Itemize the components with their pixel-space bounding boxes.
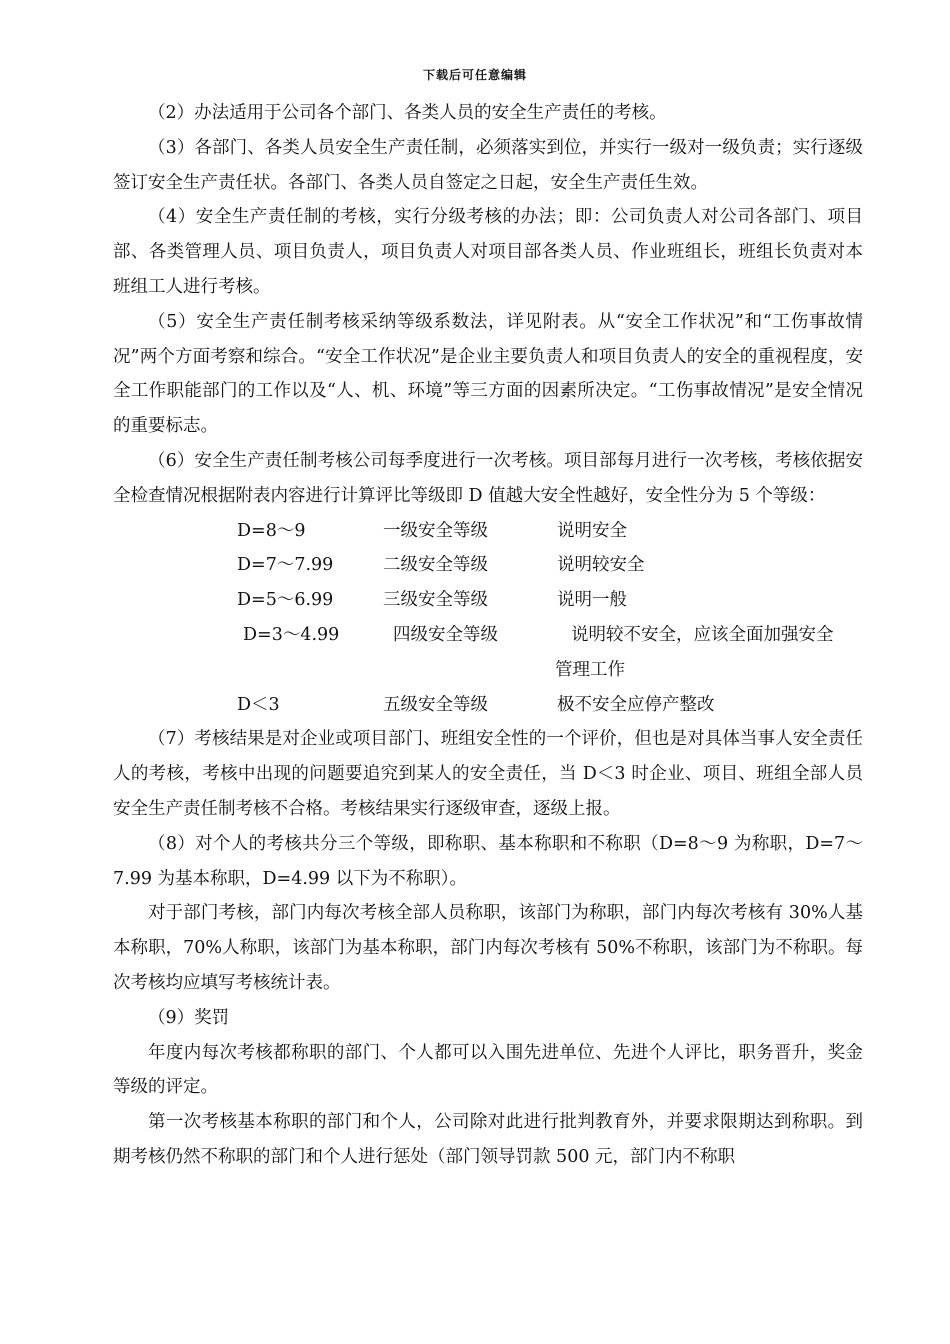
paragraph-3: （3）各部门、各类人员安全生产责任制，必须落实到位，并实行一级对一级负责；实行逐级签订安全生产责任状。各部门、各类人员自签定之日起，安全生产责任生效。 xyxy=(113,137,863,193)
paragraph-4: （4）安全生产责任制的考核，实行分级考核的办法；即：公司负责人对公司各部门、项目部、各类管理人员、项目负责人，项目负责人对项目部各类人员、作业班组长，班组长负责对本班组工人进行考核。 xyxy=(113,207,863,297)
grade-description: 说明较安全 xyxy=(557,555,645,576)
grade-level: 三级安全等级 xyxy=(383,590,488,611)
grade-description-continuation: 管理工作 xyxy=(555,659,625,680)
grade-description: 极不安全应停产整改 xyxy=(557,694,715,715)
grade-d-range: D＜3 xyxy=(237,694,280,715)
grade-row xyxy=(113,514,863,549)
paragraph-penalty: 第一次考核基本称职的部门和个人，公司除对此进行批判教育外，并要求限期达到称职。到期考核仍然不称职的部门和个人进行惩处（部门领导罚款 500 元，部门内不称职 xyxy=(113,1112,863,1167)
paragraph-8: （8）对个人的考核共分三个等级，即称职、基本称职和不称职（D=8～9 为称职，D=7～7.99 为基本称职，D=4.99 以下为不称职）。 xyxy=(113,833,863,889)
grade-description: 说明一般 xyxy=(557,590,627,611)
grade-level: 四级安全等级 xyxy=(393,624,498,645)
grade-description: 说明安全 xyxy=(557,520,627,541)
paragraph-department-assessment: 对于部门考核，部门内每次考核全部人员称职，该部门为称职，部门内每次考核有 30%人基本称职，70%人称职，该部门为基本称职，部门内每次考核有 50%不称职，该部门为不称职。每次考核均应填写考核统计表。 xyxy=(113,903,863,993)
grade-description: 说明较不安全，应该全面加强安全 xyxy=(571,624,834,645)
page-header: 下载后可任意编辑 xyxy=(422,68,527,82)
document-body xyxy=(113,96,863,1175)
grade-row xyxy=(113,618,863,653)
grade-row xyxy=(113,548,863,583)
grade-d-range: D=5～6.99 xyxy=(237,590,334,611)
paragraph-7: （7）考核结果是对企业或项目部门、班组安全性的一个评价，但也是对具体当事人安全责任人的考核，考核中出现的问题要追究到某人的安全责任，当 D＜3 时企业、项目、班组全部人员安全生产责任制考核不合格。考核结果实行逐级审查，逐级上报。 xyxy=(113,729,863,819)
grade-row xyxy=(113,583,863,618)
paragraph-annual-reward: 年度内每次考核都称职的部门、个人都可以入围先进单位、先进个人评比，职务晋升，奖金等级的评定。 xyxy=(113,1042,863,1098)
grade-level: 五级安全等级 xyxy=(383,694,488,715)
grade-row xyxy=(113,688,863,723)
paragraph-5: （5）安全生产责任制考核采纳等级系数法，详见附表。从“安全工作状况”和“工伤事故情况”两个方面考察和综合。“安全工作状况”是企业主要负责人和项目负责人的安全的重视程度，安全工作职能部门的工作以及“人、机、环境”等三方面的因素所决定。“工伤事故情况”是安全情况的重要标志。 xyxy=(113,311,863,437)
grade-d-range: D=8～9 xyxy=(237,520,306,541)
grade-d-range: D=7～7.99 xyxy=(237,555,334,576)
grade-d-range: D=3～4.99 xyxy=(243,624,340,645)
paragraph-6: （6）安全生产责任制考核公司每季度进行一次考核。项目部每月进行一次考核，考核依据安全检查情况根据附表内容进行计算评比等级即 D 值越大安全性越好，安全性分为 5 个等级： xyxy=(113,450,863,506)
grade-level: 二级安全等级 xyxy=(383,555,488,576)
paragraph-9-heading: （9）奖罚 xyxy=(148,1007,230,1028)
paragraph-2: （2）办法适用于公司各个部门、各类人员的安全生产责任的考核。 xyxy=(148,103,667,123)
grade-list xyxy=(113,514,863,723)
grade-level: 一级安全等级 xyxy=(383,520,488,541)
